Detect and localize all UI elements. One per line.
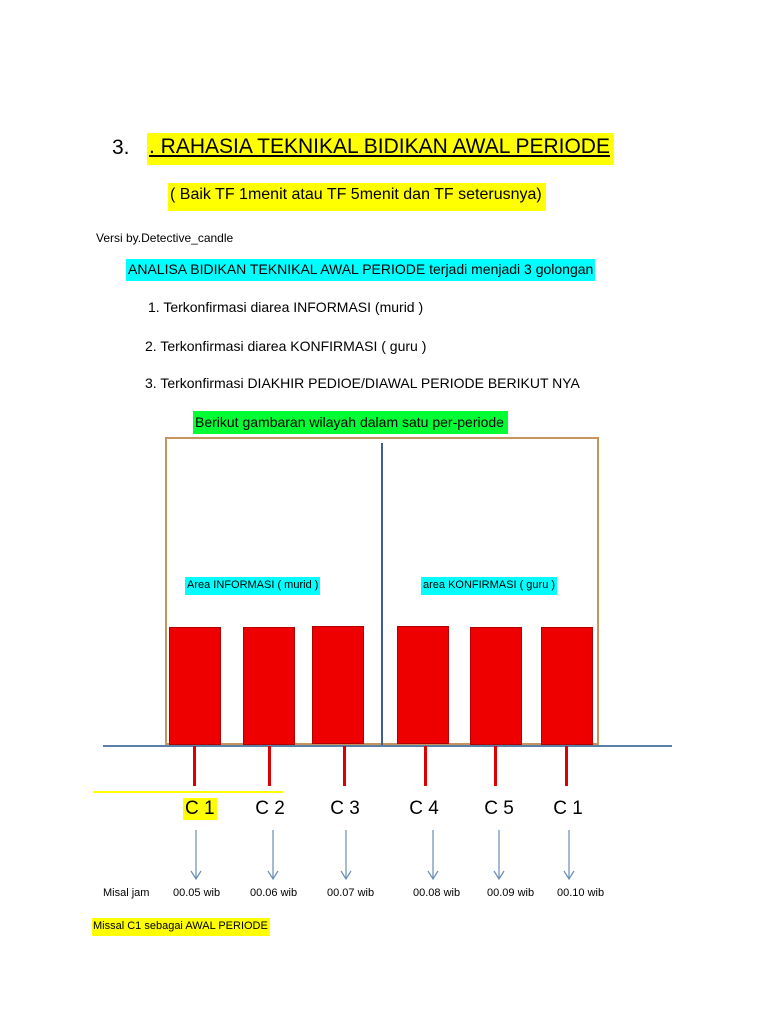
candle-wick bbox=[494, 746, 497, 786]
section-number: 3. bbox=[112, 136, 130, 159]
candle-c5 bbox=[470, 627, 522, 745]
down-arrow-icon bbox=[564, 830, 574, 879]
candle-time: 00.10 wib bbox=[557, 887, 605, 899]
candle-time: 00.09 wib bbox=[487, 887, 535, 899]
area-divider bbox=[381, 443, 383, 746]
area-informasi-label: Area INFORMASI ( murid ) bbox=[185, 577, 320, 595]
down-arrow-icon bbox=[494, 830, 504, 879]
highlight-line bbox=[93, 791, 283, 793]
candle-wick bbox=[565, 746, 568, 786]
candle-wick bbox=[193, 746, 196, 786]
candle-wick bbox=[268, 746, 271, 786]
candle-wick bbox=[424, 746, 427, 786]
candle-c4 bbox=[397, 626, 449, 744]
down-arrow-icon bbox=[191, 830, 201, 879]
candle-c1 bbox=[169, 627, 221, 745]
analysis-heading: ANALISA BIDIKAN TEKNIKAL AWAL PERIODE terjadi menjadi 3 golongan bbox=[126, 259, 595, 281]
area-konfirmasi-label: area KONFIRMASI ( guru ) bbox=[421, 577, 557, 595]
candle-time: 00.07 wib bbox=[327, 887, 375, 899]
candle-wick bbox=[343, 746, 346, 786]
version-credit: Versi by.Detective_candle bbox=[96, 231, 234, 245]
list-item: 3. Terkonfirmasi DIAKHIR PEDIOE/DIAWAL PERIODE BERIKUT NYA bbox=[145, 375, 580, 391]
period-baseline bbox=[103, 745, 672, 747]
regions-caption: Berikut gambaran wilayah dalam satu per-periode bbox=[193, 411, 508, 434]
candle-time: 00.06 wib bbox=[250, 887, 298, 899]
footer-note: Missal C1 sebagai AWAL PERIODE bbox=[92, 918, 270, 936]
candle-label: C 4 bbox=[409, 798, 439, 819]
list-item: 2. Terkonfirmasi diarea KONFIRMASI ( guru ) bbox=[145, 338, 427, 354]
candle-c2 bbox=[243, 627, 295, 745]
down-arrow-icon bbox=[268, 830, 278, 879]
candle-c3 bbox=[312, 626, 364, 744]
candle-label: C 1 bbox=[185, 798, 215, 819]
down-arrow-icon bbox=[341, 830, 351, 879]
list-item: 1. Terkonfirmasi diarea INFORMASI (murid ) bbox=[148, 299, 424, 315]
time-prefix: Misal jam bbox=[103, 887, 150, 899]
candle-label: C 3 bbox=[330, 798, 360, 819]
down-arrow-icon bbox=[428, 830, 438, 879]
page-title: . RAHASIA TEKNIKAL BIDIKAN AWAL PERIODE bbox=[147, 133, 614, 165]
candle-label: C 2 bbox=[255, 798, 285, 819]
candle-label: C 5 bbox=[484, 798, 514, 819]
candle-c1-next bbox=[541, 627, 593, 745]
candle-time: 00.08 wib bbox=[413, 887, 461, 899]
page-subtitle: ( Baik TF 1menit atau TF 5menit dan TF seterusnya) bbox=[168, 183, 546, 211]
candle-label: C 1 bbox=[553, 798, 583, 819]
candle-time: 00.05 wib bbox=[173, 887, 221, 899]
